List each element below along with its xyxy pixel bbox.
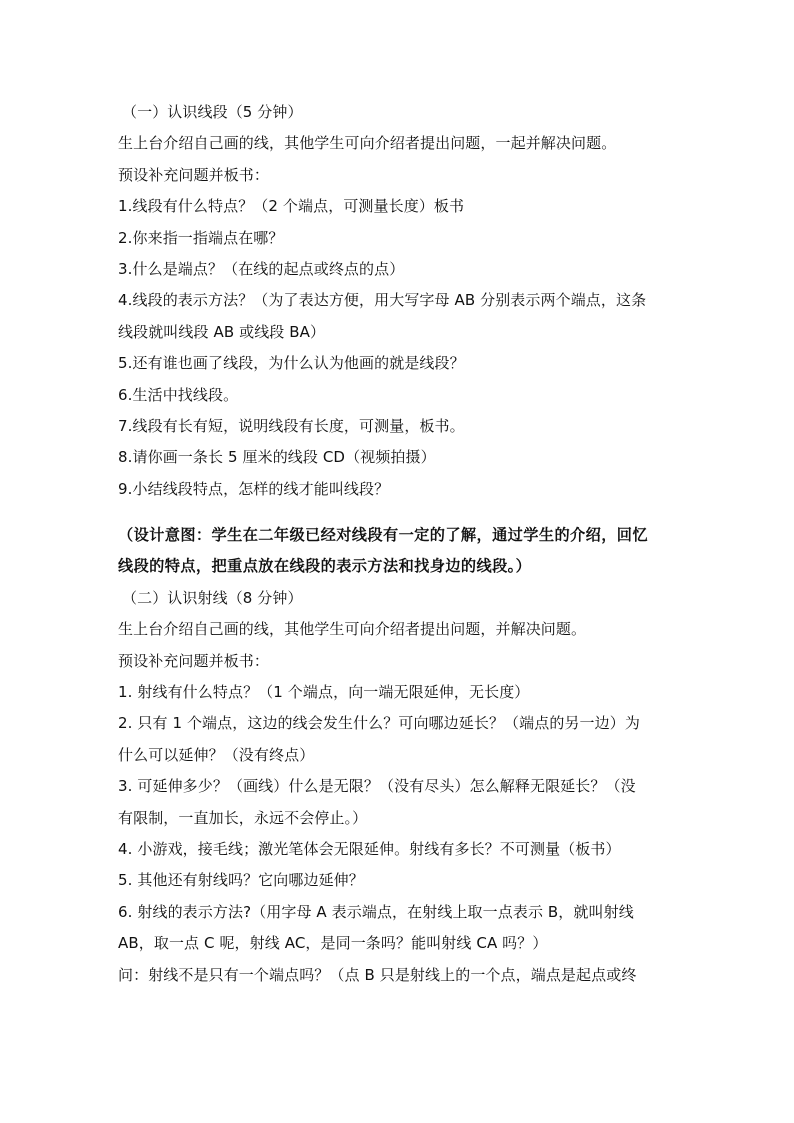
section2-item: 什么可以延伸？（没有终点） (118, 745, 315, 764)
section2-item: 4. 小游戏，接毛线；激光笔体会无限延伸。射线有多长？不可测量（板书） (118, 839, 621, 858)
section2-heading: （二）认识射线（8 分钟） (122, 588, 303, 607)
section1-item: 9.小结线段特点，怎样的线才能叫线段？ (118, 479, 390, 498)
section1-preset: 预设补充问题并板书： (118, 165, 270, 184)
section2-item: 6. 射线的表示方法?（用字母 A 表示端点，在射线上取一点表示 B，就叫射线 (118, 902, 634, 921)
section2-item: 2. 只有 1 个端点，这边的线会发生什么？可向哪边延长？（端点的另一边）为 (118, 714, 640, 733)
section2-item: 3. 可延伸多少？（画线）什么是无限？（没有尽头）怎么解释无限延长？（没 (118, 777, 636, 796)
section1-item: 线段就叫线段 AB 或线段 BA） (118, 322, 326, 341)
paragraph-gap (118, 505, 682, 520)
section1-item: 3.什么是端点？（在线的起点或终点的点） (118, 259, 405, 278)
section1-intro: 生上台介绍自己画的线，其他学生可向介绍者提出问题，一起并解决问题。 (118, 134, 617, 153)
section2-item: 有限制，一直加长，永远不会停止。） (118, 808, 368, 827)
section1-item: 1.线段有什么特点？（2 个端点，可测量长度）板书 (118, 197, 465, 216)
section2-intro: 生上台介绍自己画的线，其他学生可向介绍者提出问题，并解决问题。 (118, 620, 587, 639)
section2-preset: 预设补充问题并板书： (118, 651, 270, 670)
section2-item: AB，取一点 C 呢，射线 AC，是同一条吗？能叫射线 CA 吗？） (118, 934, 548, 953)
section1-item: 2.你来指一指端点在哪？ (118, 228, 284, 247)
section1-item: 4.线段的表示方法？（为了表达方便，用大写字母 AB 分别表示两个端点，这条 (118, 291, 647, 310)
section1-heading: （一）认识线段（5 分钟） (122, 103, 303, 121)
section2-item: 问：射线不是只有一个端点吗？（点 B 只是射线上的一个点，端点是起点或终 (118, 965, 637, 984)
design-intent-line: （设计意图：学生在二年级已经对线段有一定的了解，通过学生的介绍，回忆 (118, 526, 648, 545)
section1-item: 6.生活中找线段。 (118, 385, 239, 404)
section1-item: 5.还有谁也画了线段，为什么认为他画的就是线段？ (118, 354, 465, 373)
design-intent-line: 线段的特点，把重点放在线段的表示方法和找身边的线段。） (118, 557, 532, 576)
section2-item: 1. 射线有什么特点？（1 个端点，向一端无限延伸，无长度） (118, 683, 530, 702)
section1-item: 8.请你画一条长 5 厘米的线段 CD（视频拍摄） (118, 448, 436, 467)
section2-item: 5. 其他还有射线吗？它向哪边延伸？ (118, 871, 364, 890)
section1-item: 7.线段有长有短，说明线段有长度，可测量，板书。 (118, 416, 465, 435)
